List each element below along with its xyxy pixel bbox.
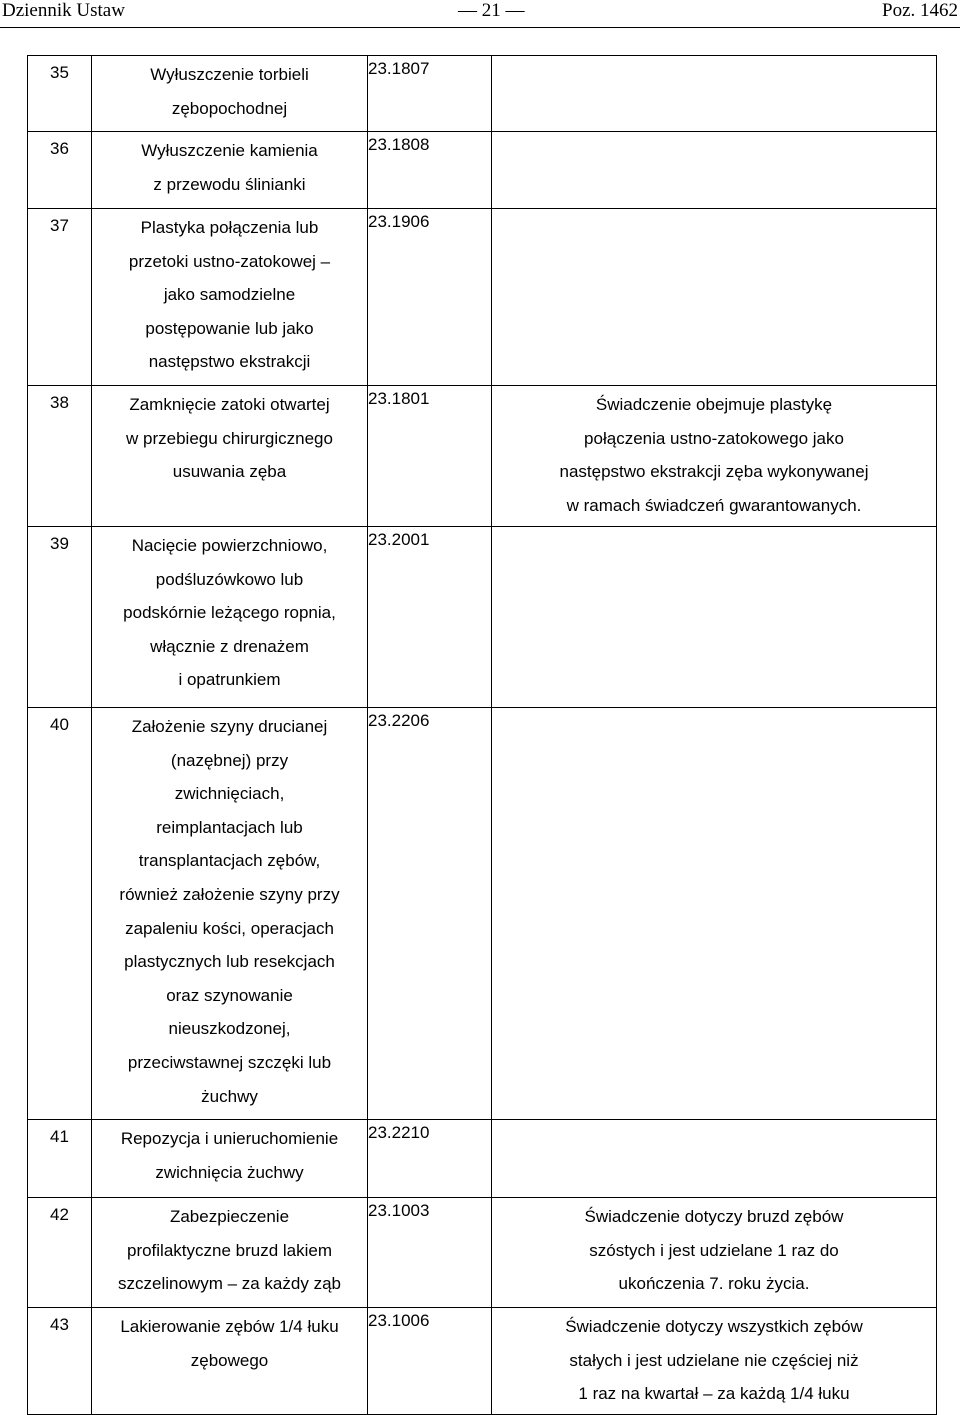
journal-title: Dziennik Ustaw	[2, 0, 125, 21]
page-header	[0, 0, 960, 24]
row-number: 37	[28, 209, 92, 386]
procedure-name: Nacięcie powierzchniowo, podśluzówkowo lub podskórnie leżącego ropnia, włącznie z drenażem i opatrunkiem	[92, 527, 368, 708]
procedure-note	[492, 56, 937, 132]
procedure-code: 23.1906	[368, 209, 492, 386]
procedure-code: 23.1801	[368, 386, 492, 527]
row-number: 35	[28, 56, 92, 132]
procedure-name: Zabezpieczenie profilaktyczne bruzd lakiem szczelinowym – za każdy ząb	[92, 1198, 368, 1308]
row-number: 43	[28, 1308, 92, 1415]
procedure-note	[492, 527, 937, 708]
row-number: 39	[28, 527, 92, 708]
table-row	[28, 132, 937, 209]
table-row	[28, 209, 937, 386]
procedure-name: Zamknięcie zatoki otwartej w przebiegu chirurgicznego usuwania zęba	[92, 386, 368, 527]
procedure-note: Świadczenie dotyczy bruzd zębów szóstych i jest udzielane 1 raz do ukończenia 7. roku życia.	[492, 1198, 937, 1308]
procedure-name: Założenie szyny drucianej (nazębnej) przy zwichnięciach, reimplantacjach lub transplantacjach zębów, również założenie szyny przy zapaleniu kości, operacjach plastycznych lub resekcjach oraz szynowanie nieuszkodzonej, przeciwstawnej szczęki lub żuchwy	[92, 708, 368, 1120]
row-number: 41	[28, 1120, 92, 1198]
table-row	[28, 1308, 937, 1415]
procedures-table	[27, 55, 937, 1415]
procedure-code: 23.1006	[368, 1308, 492, 1415]
table-row	[28, 56, 937, 132]
procedure-name: Plastyka połączenia lub przetoki ustno-zatokowej – jako samodzielne postępowanie lub jako następstwo ekstrakcji	[92, 209, 368, 386]
procedure-name: Lakierowanie zębów 1/4 łuku zębowego	[92, 1308, 368, 1415]
table-row	[28, 708, 937, 1120]
procedure-code: 23.2001	[368, 527, 492, 708]
procedure-code: 23.2210	[368, 1120, 492, 1198]
row-number: 42	[28, 1198, 92, 1308]
row-number: 38	[28, 386, 92, 527]
page-number: — 21 —	[458, 0, 525, 21]
procedure-name: Repozycja i unieruchomienie zwichnięcia żuchwy	[92, 1120, 368, 1198]
procedure-note	[492, 132, 937, 209]
row-number: 36	[28, 132, 92, 209]
position-number: Poz. 1462	[882, 0, 958, 21]
procedure-code: 23.1003	[368, 1198, 492, 1308]
procedure-name: Wyłuszczenie kamienia z przewodu ślinianki	[92, 132, 368, 209]
procedure-note	[492, 209, 937, 386]
row-number: 40	[28, 708, 92, 1120]
procedure-name: Wyłuszczenie torbieli zębopochodnej	[92, 56, 368, 132]
table-row	[28, 1120, 937, 1198]
table-row	[28, 1198, 937, 1308]
table-row	[28, 527, 937, 708]
procedure-note: Świadczenie obejmuje plastykę połączenia ustno-zatokowego jako następstwo ekstrakcji zęba wykonywanej w ramach świadczeń gwarantowanych.	[492, 386, 937, 527]
procedure-code: 23.1807	[368, 56, 492, 132]
procedure-note	[492, 1120, 937, 1198]
table-row	[28, 386, 937, 527]
procedure-note: Świadczenie dotyczy wszystkich zębów stałych i jest udzielane nie częściej niż 1 raz na kwartał – za każdą 1/4 łuku	[492, 1308, 937, 1415]
procedure-note	[492, 708, 937, 1120]
header-rule	[0, 27, 960, 28]
procedure-code: 23.1808	[368, 132, 492, 209]
procedure-code: 23.2206	[368, 708, 492, 1120]
